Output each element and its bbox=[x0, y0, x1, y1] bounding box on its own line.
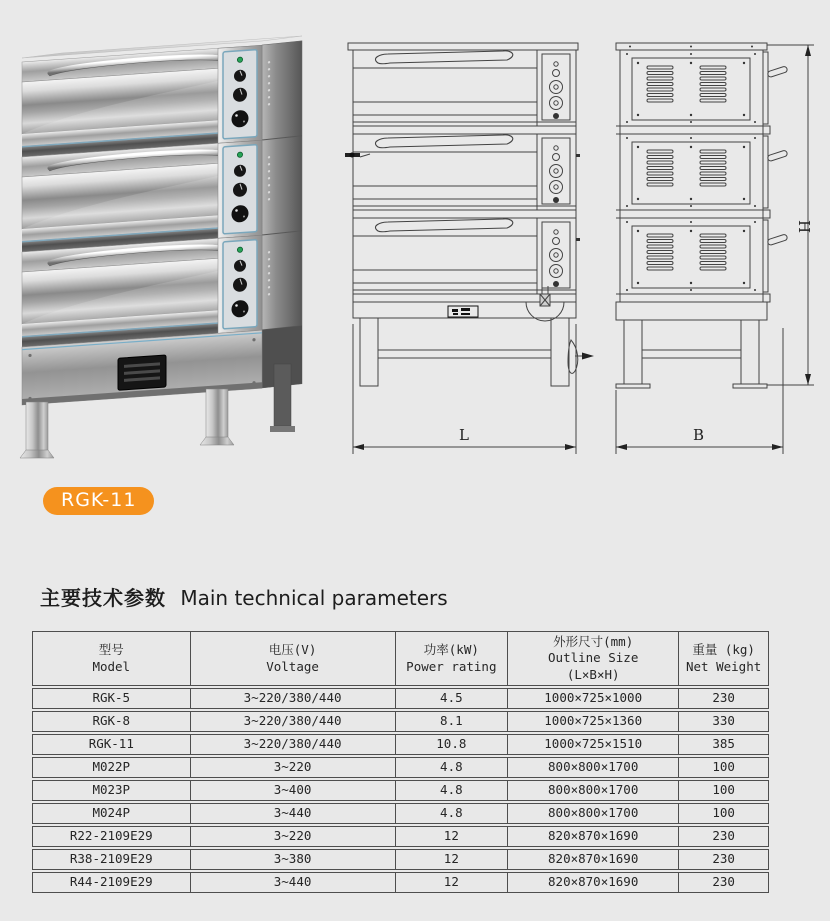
table-cell: 1000×725×1360 bbox=[507, 712, 678, 731]
table-cell: 820×870×1690 bbox=[507, 827, 678, 846]
table-cell: 3~400 bbox=[190, 781, 395, 800]
table-cell: 100 bbox=[678, 781, 768, 800]
table-cell: 3~440 bbox=[190, 804, 395, 823]
parameters-table bbox=[32, 631, 769, 895]
section-title-en: Main technical parameters bbox=[180, 586, 448, 610]
table-cell: 100 bbox=[678, 804, 768, 823]
table-cell: RGK-8 bbox=[92, 713, 131, 729]
table-cell: 385 bbox=[678, 735, 768, 754]
oven-product-photo bbox=[8, 12, 308, 467]
table-cell: M023P bbox=[92, 782, 131, 798]
oven-side-face bbox=[262, 41, 302, 388]
table-row bbox=[32, 826, 769, 847]
oven-leg bbox=[274, 364, 291, 426]
table-cell: 230 bbox=[678, 850, 768, 869]
table-cell: 3~220 bbox=[190, 827, 395, 846]
table-cell: 230 bbox=[678, 873, 768, 892]
oven-leg bbox=[26, 402, 48, 452]
table-cell: 10.8 bbox=[395, 735, 507, 754]
dimension-label-L: L bbox=[459, 426, 469, 444]
table-cell: 3~220/380/440 bbox=[190, 735, 395, 754]
table-cell: 3~220/380/440 bbox=[190, 712, 395, 731]
column-header-outline-size: 外形尺寸(mm) Outline Size (L×B×H) bbox=[507, 632, 678, 685]
cross-brace bbox=[378, 350, 551, 358]
dimension-label-B: B bbox=[693, 426, 705, 444]
table-row bbox=[32, 872, 769, 893]
table-cell: 330 bbox=[678, 712, 768, 731]
oven-front-face bbox=[22, 45, 262, 405]
stand-leg bbox=[624, 320, 642, 384]
oven-leg bbox=[206, 389, 228, 439]
dimension-label-H: H bbox=[795, 220, 813, 234]
table-cell: 3~220 bbox=[190, 758, 395, 777]
table-cell: 800×800×1700 bbox=[507, 781, 678, 800]
table-row bbox=[32, 757, 769, 778]
side-view-drawing bbox=[600, 28, 830, 460]
section-title-zh: 主要技术参数 bbox=[40, 586, 166, 610]
table-cell: 12 bbox=[395, 850, 507, 869]
table-cell: 3~440 bbox=[190, 873, 395, 892]
cross-brace bbox=[642, 350, 741, 358]
table-cell: 820×870×1690 bbox=[507, 873, 678, 892]
table-cell: 1000×725×1510 bbox=[507, 735, 678, 754]
table-row bbox=[32, 734, 769, 755]
table-cell: 800×800×1700 bbox=[507, 804, 678, 823]
table-cell: 4.5 bbox=[395, 689, 507, 708]
table-cell: R44-2109E29 bbox=[69, 874, 153, 890]
table-header-row bbox=[32, 631, 769, 686]
table-cell: 3~220/380/440 bbox=[190, 689, 395, 708]
table-cell: 4.8 bbox=[395, 804, 507, 823]
section-title bbox=[40, 582, 448, 611]
table-row bbox=[32, 711, 769, 732]
column-header-model: 型号 Model bbox=[92, 642, 131, 674]
dimension-height bbox=[767, 45, 814, 385]
front-view-drawing bbox=[340, 28, 600, 460]
table-cell: 1000×725×1000 bbox=[507, 689, 678, 708]
table-row bbox=[32, 849, 769, 870]
column-header-power: 功率(kW) Power rating bbox=[395, 632, 507, 685]
table-row bbox=[32, 803, 769, 824]
table-cell: 820×870×1690 bbox=[507, 850, 678, 869]
table-cell: R22-2109E29 bbox=[69, 828, 153, 844]
table-cell: 3~380 bbox=[190, 850, 395, 869]
table-row bbox=[32, 780, 769, 801]
stand-leg bbox=[551, 318, 569, 386]
table-cell: 800×800×1700 bbox=[507, 758, 678, 777]
table-cell: 4.8 bbox=[395, 781, 507, 800]
table-cell: M024P bbox=[92, 805, 131, 821]
stand-leg bbox=[360, 318, 378, 386]
table-cell: 12 bbox=[395, 827, 507, 846]
table-cell: R38-2109E29 bbox=[69, 851, 153, 867]
column-header-net-weight: 重量 (kg) Net Weight bbox=[678, 632, 768, 685]
door-latch bbox=[345, 153, 370, 158]
table-cell: 100 bbox=[678, 758, 768, 777]
stand-leg bbox=[741, 320, 759, 384]
table-cell: 12 bbox=[395, 873, 507, 892]
parameters-table-rows bbox=[32, 688, 769, 893]
model-badge: RGK-11 bbox=[43, 487, 154, 515]
table-cell: 230 bbox=[678, 689, 768, 708]
table-cell: 230 bbox=[678, 827, 768, 846]
table-cell: 8.1 bbox=[395, 712, 507, 731]
column-header-voltage: 电压(V) Voltage bbox=[190, 632, 395, 685]
table-cell: RGK-11 bbox=[88, 736, 134, 752]
table-cell: M022P bbox=[92, 759, 131, 775]
table-cell: 4.8 bbox=[395, 758, 507, 777]
table-row bbox=[32, 688, 769, 709]
table-cell: RGK-5 bbox=[92, 690, 131, 706]
